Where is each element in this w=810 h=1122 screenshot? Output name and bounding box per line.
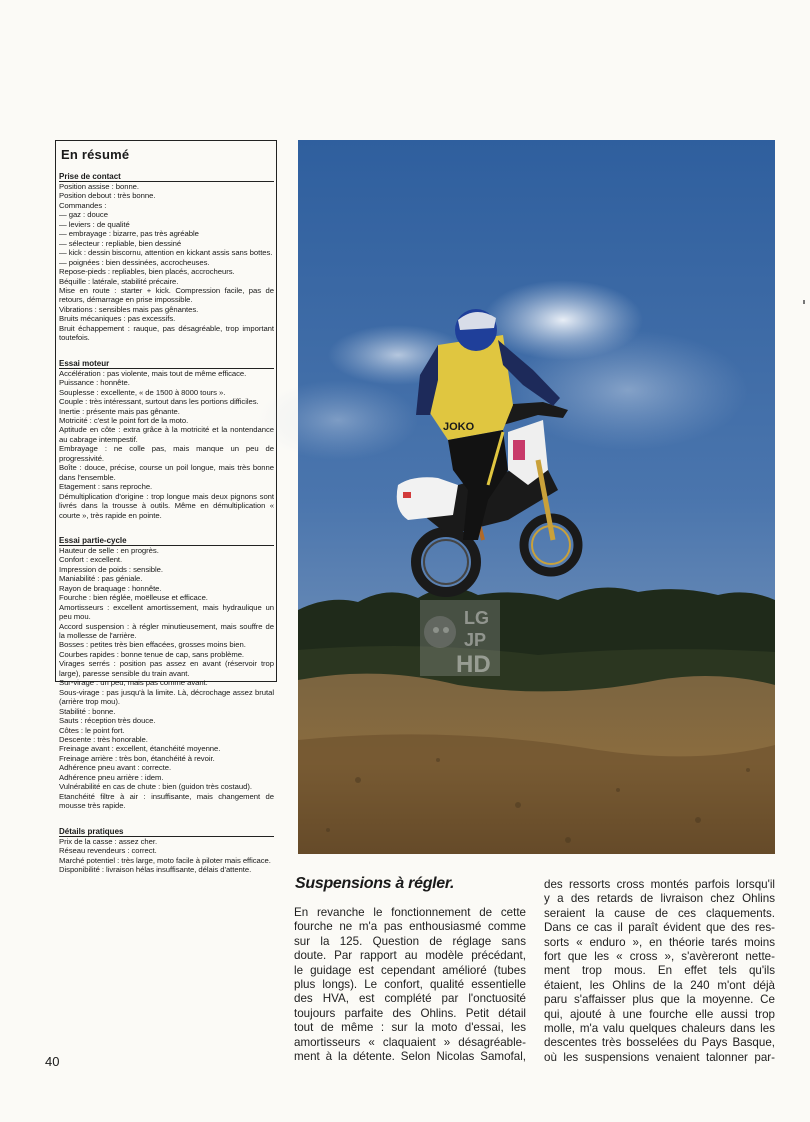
article-left-column xyxy=(294,906,526,1064)
article-line: des HVA, est complété par l'onctuosité xyxy=(294,992,526,1006)
summary-box xyxy=(55,140,277,874)
article-line: plus longs). Le confort, qualité essentielle xyxy=(294,978,526,992)
motocross-photo xyxy=(298,140,775,854)
article-line: sorts « enduro », en théorie tarés moins xyxy=(544,935,775,949)
article-line: sur la 125. Question de réglage sans xyxy=(294,934,526,948)
article-line: fourche ne m'a pas enthousiasmé comme xyxy=(294,920,526,934)
section-body-details-pratiques: Prix de la casse : assez cher. Réseau revendeurs : correct. Marché potentiel : très large, moto facile à piloter mais efficace. Disponibilité : livraison hélas insuffisante, délais d'attente. xyxy=(59,836,271,874)
watermark-line-2: JP xyxy=(464,630,487,650)
section-heading-essai-partie-cycle: Essai partie-cycle xyxy=(59,536,274,546)
section-heading-prise-de-contact: Prise de contact xyxy=(59,172,274,182)
page-number: 40 xyxy=(45,1054,60,1069)
section-body-prise-de-contact: Position assise : bonne. Position debout : très bonne. Commandes : — gaz : douce — leviers : de qualité — embrayage : bizarre, pas très agréable — sélecteur : repliable, bien dessiné — kick : dessin biscornu, attention en kickant assis sans bottes. — poignées : bien dessinées, accrocheuses. Repose-pieds : repliables, bien placés, accrocheurs. Béquille : latérale, stabilité précaire. Mise en route : starter + kick. Compression facile, pas de retours, démarrage en prise impossible. Vibrations : sensibles mais pas gênantes. Bruits mécaniques : pas excessifs. Bruit échappement : rauque, pas désagréable, trop important toutefois. xyxy=(59,182,274,343)
article-line: paru s'affaisser plus que la moyenne. Ce xyxy=(544,993,775,1007)
article-title: Suspensions à régler. xyxy=(295,875,455,892)
article-line: molle, m'a valu quelques chaleurs dans les xyxy=(544,1022,775,1036)
article-line: étaient, les Ohlins de la 240 m'ont déjà xyxy=(544,978,775,992)
watermark-graphic xyxy=(420,600,500,676)
article-line: seraient la cause de ces claquements. xyxy=(544,906,775,920)
article-line: le guidage est cependant amélioré (tubes xyxy=(294,963,526,977)
article-line: amortisseurs « claquaient » désagréable- xyxy=(294,1035,526,1049)
section-heading-essai-moteur: Essai moteur xyxy=(59,359,274,369)
margin-mark xyxy=(803,300,805,304)
article-line: tout de même : sur la moto d'essai, les xyxy=(294,1021,526,1035)
article-line: y a des retards de livraison chez Ohlins xyxy=(544,892,775,906)
section-body-essai-moteur: Accélération : pas violente, mais tout de même efficace. Puissance : honnête. Souplesse : excellente, « de 1500 à 8000 tours ». Couple : très intéressant, surtout dans les portions difficiles. Inertie : présente mais pas gênante. Motricité : c'est le point fort de la moto. Aptitude en côte : extra grâce à la motricité et la nontendance au cabrage intempestif. Embrayage : ne colle pas, mais manque un peu de progressivité. Boîte : douce, précise, course un poil longue, mais très bonne dans l'ensemble. Etagement : sans reproche. Démultiplication d'origine : trop longue mais deux pignons sont livrés dans la trousse à outils. Même en démultiplication « courte », très rapide en pointe. xyxy=(59,368,274,520)
section-gap xyxy=(59,520,274,532)
section-gap xyxy=(59,811,274,823)
article-line: ment à la détente. Selon Nicolas Samofal, xyxy=(294,1050,526,1064)
article-line: fort que les « cross », s'avèreront nette- xyxy=(544,950,775,964)
article-line: Dans ce cas il paraît évident que des res- xyxy=(544,921,775,935)
watermark-logo xyxy=(420,600,500,676)
watermark-line-3: HD xyxy=(456,651,491,678)
article-right-column xyxy=(544,878,775,1065)
article-line: où les suspensions venaient talonner par- xyxy=(544,1050,775,1064)
section-gap xyxy=(59,343,274,355)
watermark-line-1: LG xyxy=(464,608,489,628)
section-heading-details-pratiques: Détails pratiques xyxy=(59,827,274,837)
summary-title: En résumé xyxy=(61,147,130,162)
rider-back-text: JOKO xyxy=(443,421,475,433)
article-line: doute. Par rapport au modèle précédant, xyxy=(294,949,526,963)
article-line: ment trop mous. En effet tels qu'ils xyxy=(544,964,775,978)
article-line: En revanche le fonctionnement de cette xyxy=(294,906,526,919)
article-line: toujours parfaite des Ohlins. Petit détail xyxy=(294,1006,526,1020)
article-line: des ressorts cross montés parfois lorsqu'il xyxy=(544,878,775,891)
section-body-essai-partie-cycle: Hauteur de selle : en progrès. Confort : excellent. Impression de poids : sensible. Maniabilité : pas géniale. Rayon de braquage : honnête. Fourche : bien réglée, moëlleuse et efficace. Amortisseurs : excellent amortissement, mais hydraulique un peu mou. Accord suspension : à régler minutieusement, mais souffre de la mollesse de l'arrière. Bosses : petites très bien effacées, grosses moins bien. Courbes rapides : bonne tenue de cap, sans problème. Virages serrés : position pas assez en avant (réservoir trop large), paresse sensible du train avant. Sur-virage : un peu, mais pas comme avant. Sous-virage : pas jusqu'à la limite. Là, décrochage assez brutal (arrière trop mou). Stabilité : bonne. Sauts : réception très douce. Côtes : le point fort. Descente : très honorable. Freinage avant : excellent, étanchéité moyenne. Freinage arrière : très bon, étanchéité à revoir. Adhérence pneu avant : correcte. Adhérence pneu arrière : idem. Vulnérabilité en cas de chute : bien (guidon très costaud). Etanchéité filtre à air : insuffisante, mais changement de mousse très rapide. xyxy=(59,545,274,811)
article-line: descentes très bosselées du Pays Basque, xyxy=(544,1036,775,1050)
article-line: qui, ajouté à une fourche elle aussi trop xyxy=(544,1007,775,1021)
photo-illustration xyxy=(298,140,775,854)
